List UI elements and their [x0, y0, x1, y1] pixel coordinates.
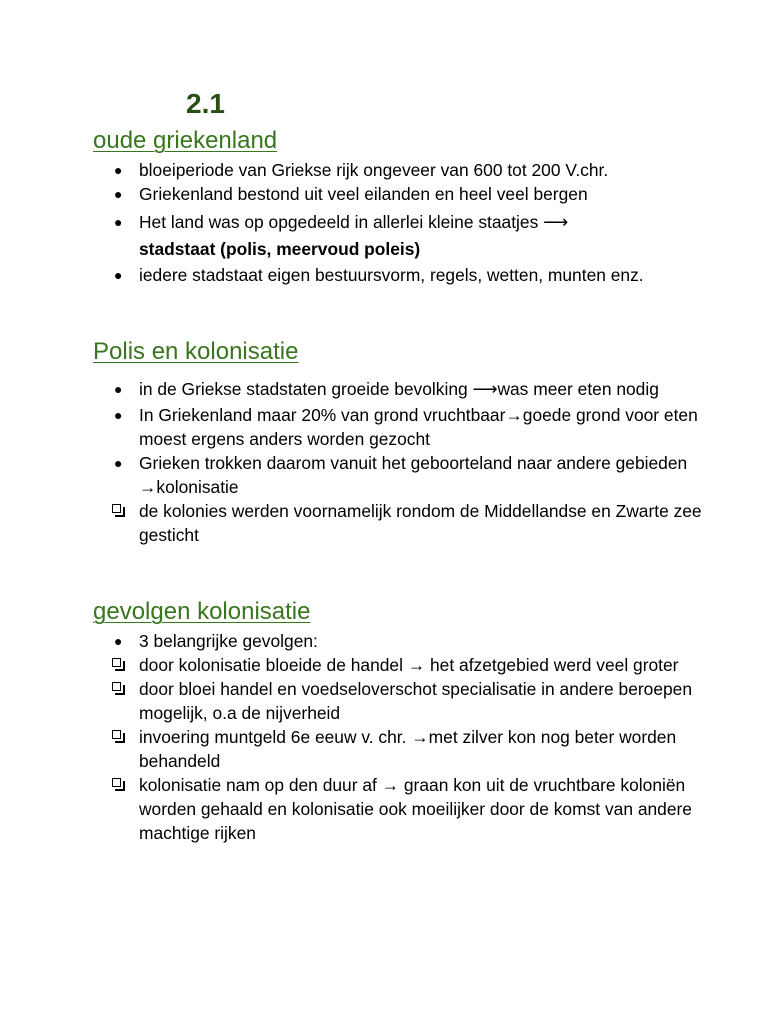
list-item: [112, 653, 712, 677]
list-item-text: door bloei handel en voedseloverschot specialisatie in andere beroepen mogelijk, o.a de nijverheid: [139, 679, 693, 723]
checkbox-arrow-icon: [112, 778, 125, 790]
list-item-text: Griekenland bestond uit veel eilanden en heel veel bergen: [139, 184, 588, 204]
bullet-icon: ●: [114, 381, 123, 397]
list-item: [112, 158, 712, 182]
page-title: 2.1: [186, 88, 225, 119]
bullet-icon: ●: [114, 267, 123, 283]
checkbox-arrow-icon: [112, 658, 125, 670]
bullet-icon: ●: [114, 407, 123, 423]
list-item: [112, 403, 712, 451]
bullet-icon: ●: [114, 214, 123, 230]
bullet-icon: ●: [114, 162, 123, 178]
checkbox-arrow-icon: [112, 730, 125, 742]
list-item: [112, 263, 712, 287]
checkbox-arrow-icon: [112, 682, 125, 694]
list-item-text: de kolonies werden voornamelijk rondom de Middellandse en Zwarte zee gesticht: [139, 501, 702, 545]
list-item: [112, 677, 712, 725]
section-list-oude-griekenland: [112, 158, 712, 287]
list-item-text: invoering muntgeld 6e eeuw v. chr. →met zilver kon nog beter worden behandeld: [139, 727, 677, 771]
list-item: [112, 773, 712, 845]
list-item-text: In Griekenland maar 20% van grond vruchtbaar→goede grond voor eten moest ergens anders worden gezocht: [139, 405, 698, 449]
list-item-bold-text: stadstaat (polis, meervoud poleis): [139, 239, 421, 259]
list-item: [112, 206, 712, 263]
list-item: [112, 629, 712, 653]
list-item: [112, 182, 712, 206]
bullet-icon: ●: [114, 633, 123, 649]
list-item-text: in de Griekse stadstaten groeide bevolking ⟶was meer eten nodig: [139, 379, 659, 399]
list-item-text: kolonisatie nam op den duur af → graan kon uit de vruchtbare koloniën worden gehaald en kolonisatie ook moeilijker door de komst van andere machtige rijken: [139, 775, 692, 843]
list-item-text: 3 belangrijke gevolgen:: [139, 631, 318, 651]
list-item-text: Het land was op opgedeeld in allerlei kleine staatjes ⟶: [139, 212, 569, 232]
section-heading-polis-en-kolonisatie: Polis en kolonisatie: [93, 338, 299, 365]
bullet-icon: ●: [114, 455, 123, 471]
checkbox-arrow-icon: [112, 504, 125, 516]
list-item-text: bloeiperiode van Griekse rijk ongeveer van 600 tot 200 V.chr.: [139, 160, 609, 180]
list-item-text: iedere stadstaat eigen bestuursvorm, regels, wetten, munten enz.: [139, 265, 644, 285]
list-item: [112, 451, 712, 499]
list-item-text: door kolonisatie bloeide de handel → het afzetgebied werd veel groter: [139, 655, 679, 675]
bullet-icon: ●: [114, 186, 123, 202]
list-item: [112, 499, 712, 547]
list-item-text: Grieken trokken daarom vanuit het geboorteland naar andere gebieden →kolonisatie: [139, 453, 688, 497]
section-list-gevolgen-kolonisatie: [112, 629, 712, 845]
list-item: [112, 725, 712, 773]
section-list-polis-en-kolonisatie: [112, 376, 712, 547]
list-item: [112, 376, 712, 403]
section-heading-gevolgen-kolonisatie: gevolgen kolonisatie: [93, 598, 311, 625]
section-heading-oude-griekenland: oude griekenland: [93, 127, 278, 154]
